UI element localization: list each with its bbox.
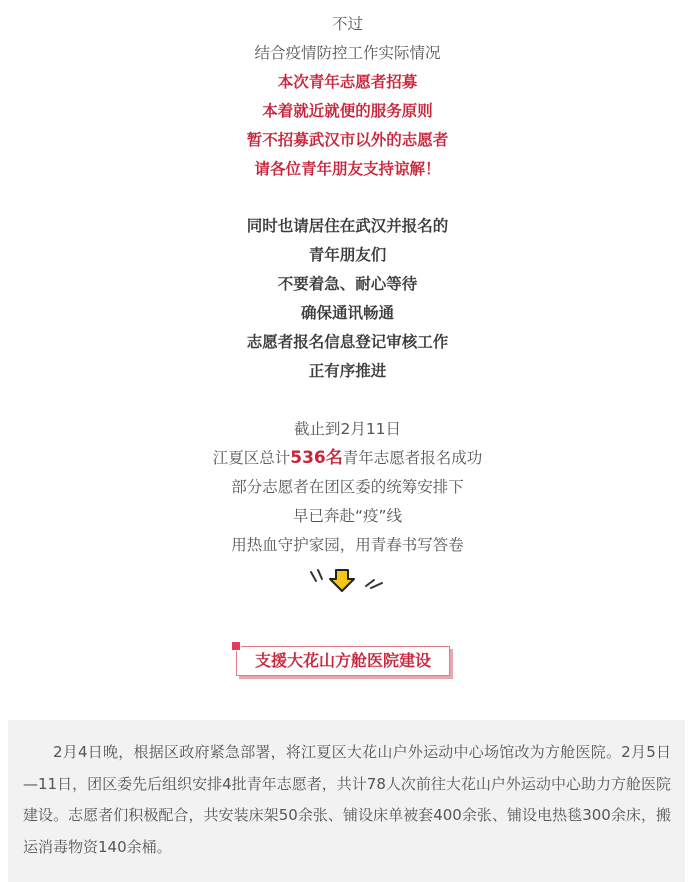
notice-line: 不要着急、耐心等待	[277, 275, 418, 293]
intro-red-line: 暂不招募武汉市以外的志愿者	[246, 131, 449, 149]
notice-line: 同时也请居住在武汉并报名的	[246, 217, 449, 235]
stats-date-line: 截止到2月11日	[293, 420, 402, 438]
arrow-down-icon	[308, 566, 388, 596]
stats-line: 用热血守护家园，用青春书写答卷	[231, 536, 464, 554]
section-title: 支援大花山方舱医院建设	[254, 651, 431, 670]
stats-count-line	[0, 444, 695, 473]
notice-block	[0, 212, 695, 386]
intro-red-line: 请各位青年朋友支持谅解！	[254, 160, 441, 178]
count-prefix: 江夏区总计	[212, 449, 291, 467]
tag-corner-square	[231, 641, 241, 651]
notice-line: 志愿者报名信息登记审核工作	[246, 333, 449, 351]
notice-line: 确保通讯畅通	[300, 304, 394, 322]
intro-red-line: 本着就近就便的服务原则	[262, 102, 433, 120]
notice-line: 正有序推进	[308, 362, 387, 380]
count-suffix: 青年志愿者报名成功	[342, 449, 483, 467]
stats-line: 部分志愿者在团区委的统筹安排下	[231, 478, 464, 496]
section-title-tag	[236, 646, 450, 676]
body-paragraph: 2月4日晚，根据区政府紧急部署，将江夏区大花山户外运动中心场馆改为方舱医院。2月5日—11日，团区委先后组织安排4批青年志愿者，共计78人次前往大花山户外运动中心助力方舱医院建设。志愿者们积极配合，共安装床架50余张、铺设床单被套400余张、铺设电热毯300余床，搬运消毒物资140余桶。	[23, 743, 671, 856]
stats-line: 早已奔赴“疫”线	[292, 507, 403, 525]
intro-red-line: 本次青年志愿者招募	[277, 73, 418, 91]
count-value: 536名	[290, 448, 343, 468]
notice-line: 青年朋友们	[308, 246, 387, 264]
intro-line: 不过	[331, 15, 363, 33]
stats-block	[0, 415, 695, 560]
intro-line: 结合疫情防控工作实际情况	[254, 44, 441, 62]
intro-block	[0, 10, 695, 184]
body-text-box	[8, 720, 685, 882]
